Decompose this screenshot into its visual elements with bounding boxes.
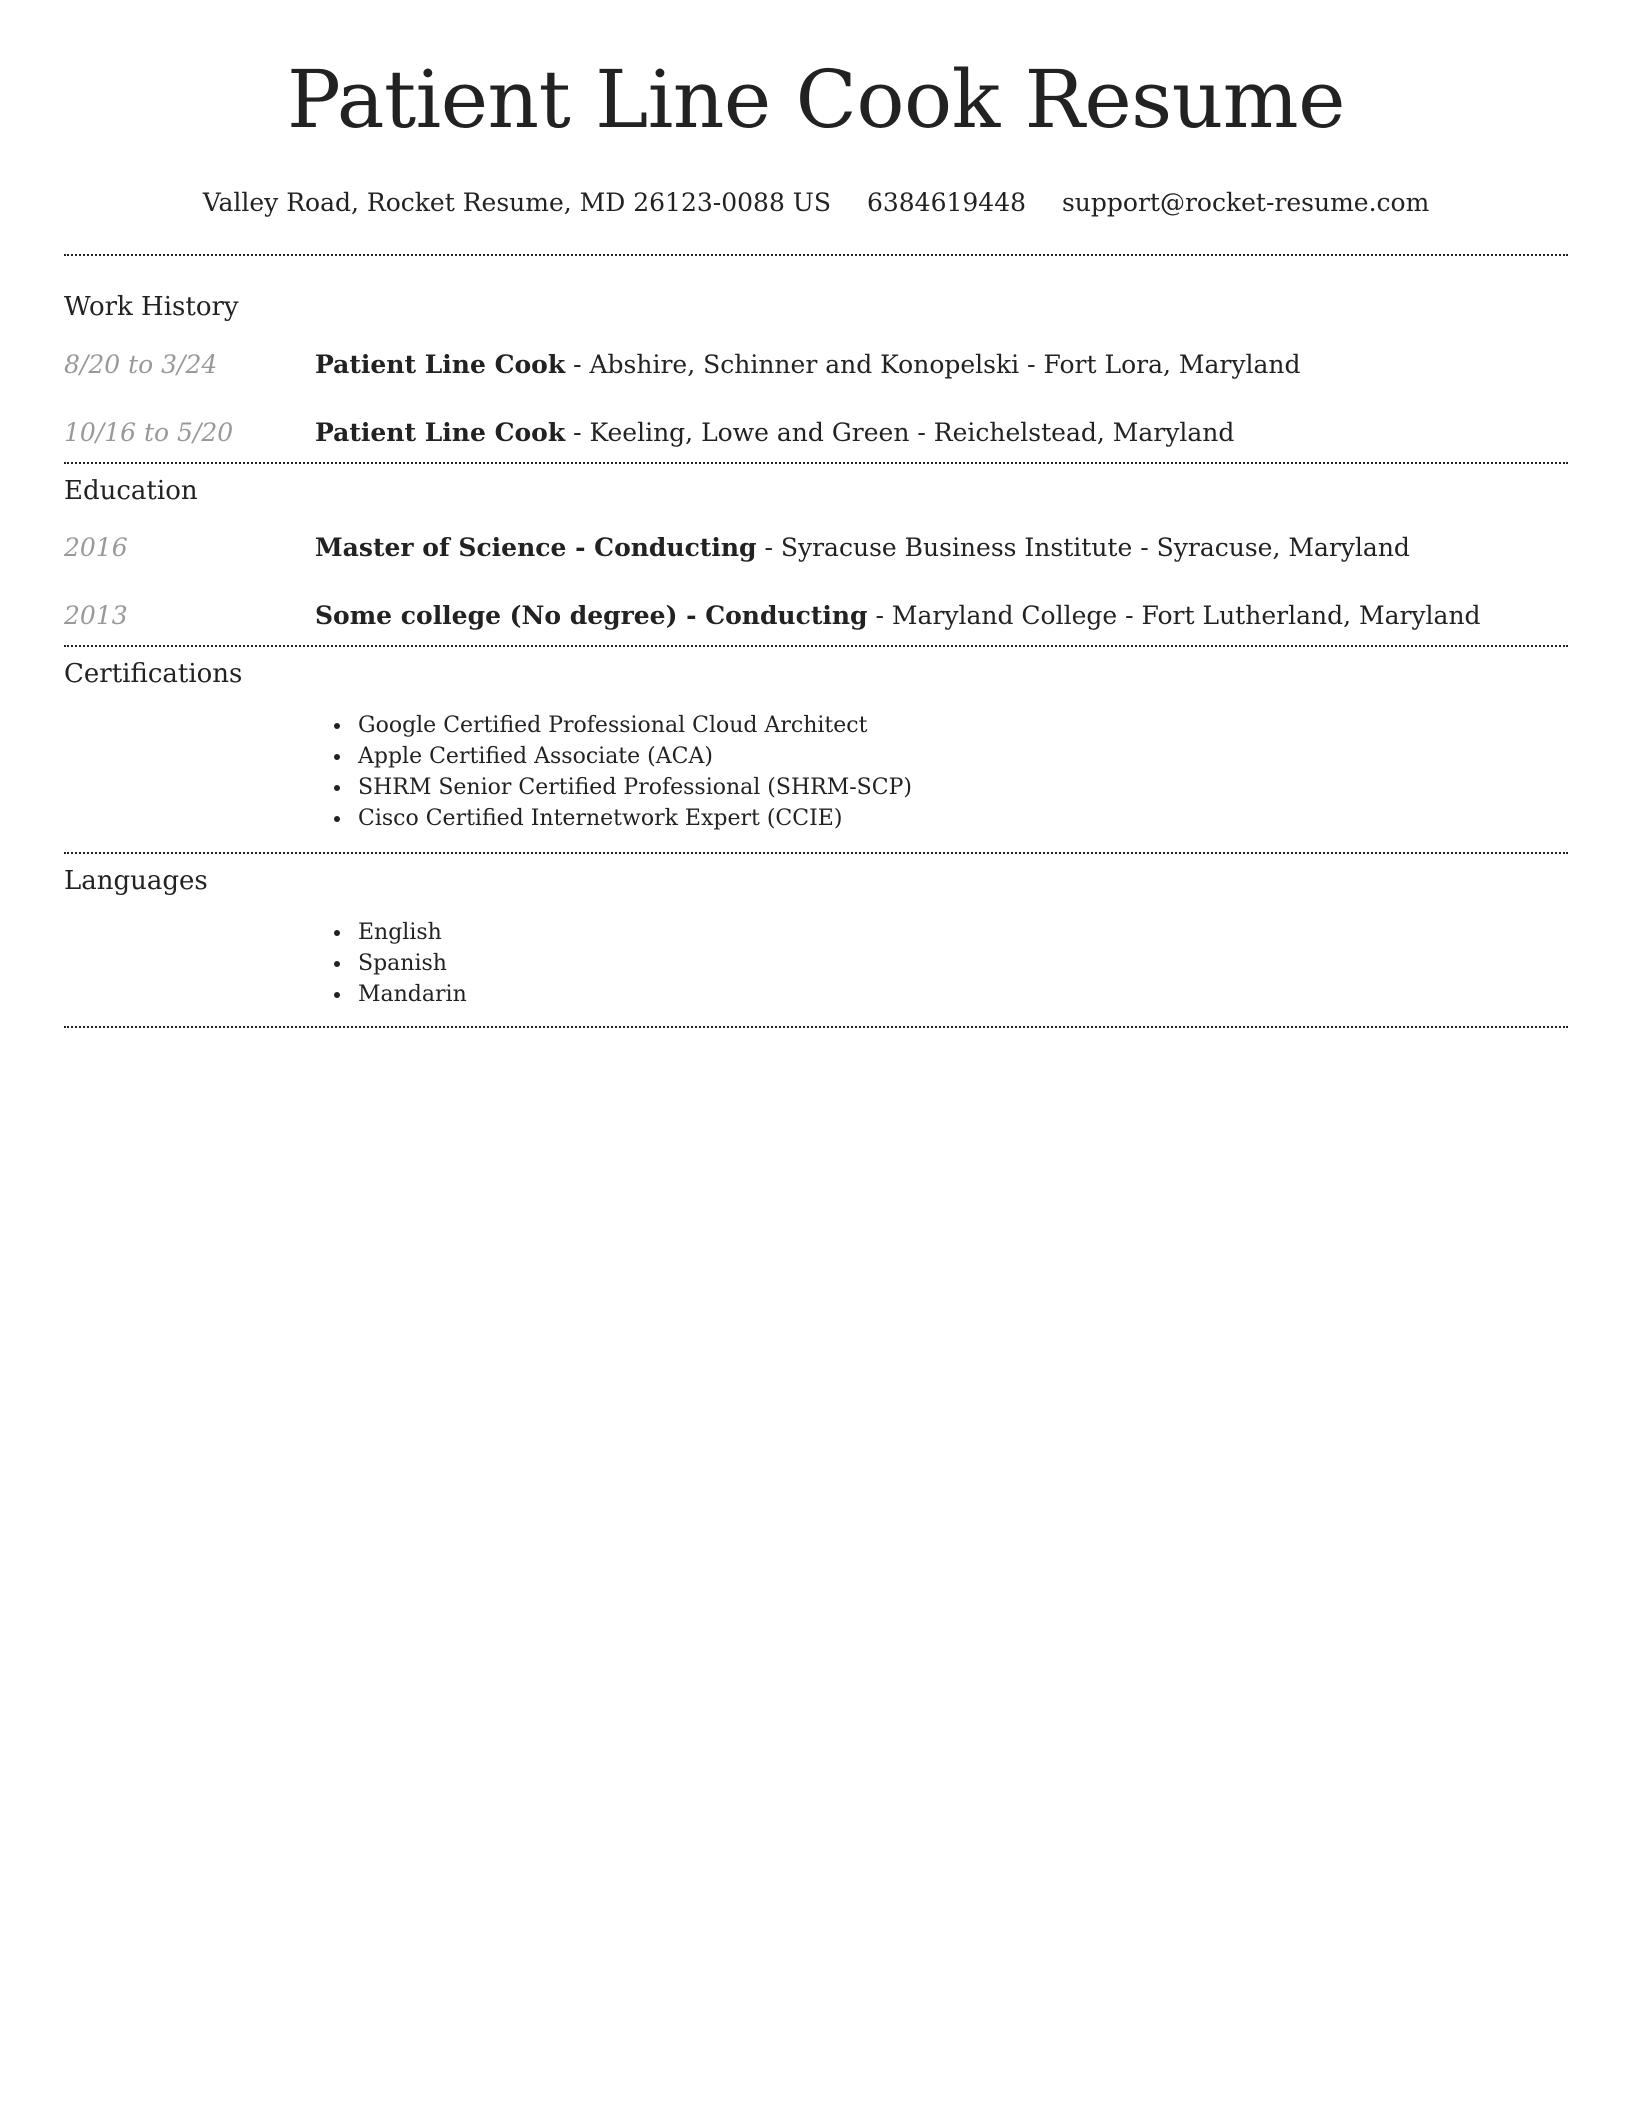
education-entry-degree: Master of Science - Conducting [315, 533, 757, 562]
education-section [64, 464, 1568, 645]
work-entry [64, 416, 1568, 462]
certification-item: SHRM Senior Certified Professional (SHRM-SCP) [358, 772, 1568, 803]
resume-title: Patient Line Cook Resume [287, 53, 1345, 146]
resume-page [64, 0, 1568, 1028]
certifications-list [64, 710, 1568, 834]
language-item: Spanish [358, 948, 1568, 979]
certification-item: Google Certified Professional Cloud Architect [358, 710, 1568, 741]
work-entry-text [315, 348, 1300, 382]
certification-item: Apple Certified Associate (ACA) [358, 741, 1568, 772]
work-entry-dates: 10/16 to 5/20 [64, 418, 234, 447]
education-entry-degree: Some college (No degree) - Conducting [315, 601, 868, 630]
language-item: English [358, 917, 1568, 948]
education-entry [64, 531, 1568, 599]
certifications-section [64, 647, 1568, 852]
education-entry-text [315, 599, 1481, 633]
languages-section [64, 854, 1568, 1026]
languages-list [64, 917, 1568, 1010]
section-heading-education: Education [64, 476, 198, 506]
contact-line [64, 186, 1568, 220]
education-entry [64, 599, 1568, 645]
education-entry-year: 2013 [64, 601, 128, 630]
work-entry-role: Patient Line Cook [315, 350, 566, 379]
work-entry [64, 348, 1568, 416]
work-history-section [64, 256, 1568, 462]
section-heading-languages: Languages [64, 866, 208, 896]
education-entry-details: - Maryland College - Fort Lutherland, Maryland [867, 601, 1481, 630]
work-entry-details: - Keeling, Lowe and Green - Reichelstead, Maryland [565, 418, 1235, 447]
section-heading-certifications: Certifications [64, 659, 243, 689]
education-entry-year: 2016 [64, 533, 128, 562]
work-entry-text [315, 416, 1234, 450]
education-entry-details: - Syracuse Business Institute - Syracuse, Maryland [756, 533, 1410, 562]
contact-address: Valley Road, Rocket Resume, MD 26123-0088 US [202, 188, 831, 217]
education-entry-text [315, 531, 1410, 565]
work-entry-details: - Abshire, Schinner and Konopelski - Fort Lora, Maryland [565, 350, 1301, 379]
certification-item: Cisco Certified Internetwork Expert (CCIE) [358, 803, 1568, 834]
section-divider [64, 1026, 1568, 1028]
language-item: Mandarin [358, 979, 1568, 1010]
section-heading-work-history: Work History [64, 292, 239, 322]
work-entry-role: Patient Line Cook [315, 418, 566, 447]
contact-email[interactable]: support@rocket-resume.com [1061, 188, 1430, 217]
contact-phone: 6384619448 [866, 188, 1027, 217]
work-entry-dates: 8/20 to 3/24 [64, 350, 218, 379]
